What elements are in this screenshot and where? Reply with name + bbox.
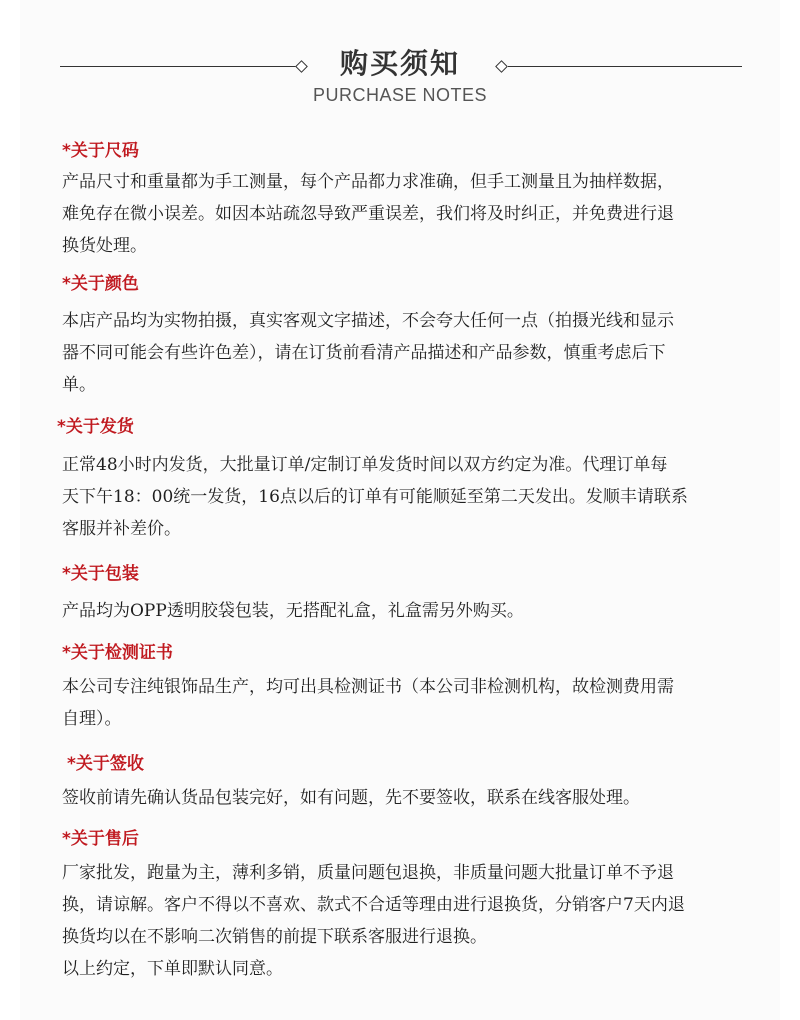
section-heading-packaging: *关于包装 bbox=[62, 564, 139, 584]
section-heading-size: *关于尺码 bbox=[62, 141, 139, 161]
text-line: 换货均以在不影响二次销售的前提下联系客服进行退换。 bbox=[62, 927, 487, 947]
section-text-size bbox=[62, 166, 752, 262]
section-text-certificate bbox=[62, 671, 752, 735]
text-line: 自理）。 bbox=[62, 709, 122, 729]
text-line: 器不同可能会有些许色差），请在订货前看清产品描述和产品参数，慎重考虑后下 bbox=[62, 343, 666, 363]
text-line: 本公司专注纯银饰品生产，均可出具检测证书（本公司非检测机构，故检测费用需 bbox=[62, 677, 674, 697]
section-text-aftersales bbox=[62, 857, 752, 985]
text-line: 本店产品均为实物拍摄，真实客观文字描述，不会夸大任何一点（拍摄光线和显示 bbox=[62, 311, 674, 331]
section-heading-receipt: *关于签收 bbox=[67, 754, 144, 774]
text-line: 正常48小时内发货，大批量订单/定制订单发货时间以双方约定为准。代理订单每 bbox=[62, 455, 668, 475]
page-subtitle: PURCHASE NOTES bbox=[312, 85, 488, 105]
page-header bbox=[0, 0, 800, 120]
text-line: 客服并补差价。 bbox=[62, 519, 181, 539]
text-line: 天下午18：00统一发货，16点以后的订单有可能顺延至第二天发出。发顺丰请联系 bbox=[62, 487, 688, 507]
section-text-packaging bbox=[62, 595, 752, 627]
section-heading-certificate: *关于检测证书 bbox=[62, 643, 173, 663]
section-heading-aftersales: *关于售后 bbox=[62, 829, 139, 849]
text-line: 单。 bbox=[62, 375, 96, 395]
section-heading-shipping: *关于发货 bbox=[57, 417, 134, 437]
text-line: 换货处理。 bbox=[62, 236, 147, 256]
text-line: 产品均为OPP透明胶袋包装，无搭配礼盒，礼盒需另外购买。 bbox=[62, 601, 524, 621]
section-text-receipt bbox=[62, 782, 752, 814]
text-line: 难免存在微小误差。如因本站疏忽导致严重误差，我们将及时纠正，并免费进行退 bbox=[62, 204, 674, 224]
section-text-color bbox=[62, 305, 752, 401]
section-text-shipping bbox=[62, 449, 752, 545]
text-line: 产品尺寸和重量都为手工测量，每个产品都力求准确，但手工测量且为抽样数据， bbox=[62, 172, 674, 192]
text-line: 签收前请先确认货品包装完好，如有问题，先不要签收，联系在线客服处理。 bbox=[62, 788, 640, 808]
header-divider-right bbox=[508, 66, 742, 67]
text-line: 换，请谅解。客户不得以不喜欢、款式不合适等理由进行退换货，分销客户7天内退 bbox=[62, 895, 685, 915]
page-title: 购买须知 bbox=[339, 47, 460, 80]
text-line: 厂家批发，跑量为主，薄利多销，质量问题包退换，非质量问题大批量订单不予退 bbox=[62, 863, 674, 883]
text-line: 以上约定，下单即默认同意。 bbox=[62, 959, 283, 979]
section-heading-color: *关于颜色 bbox=[62, 274, 139, 294]
